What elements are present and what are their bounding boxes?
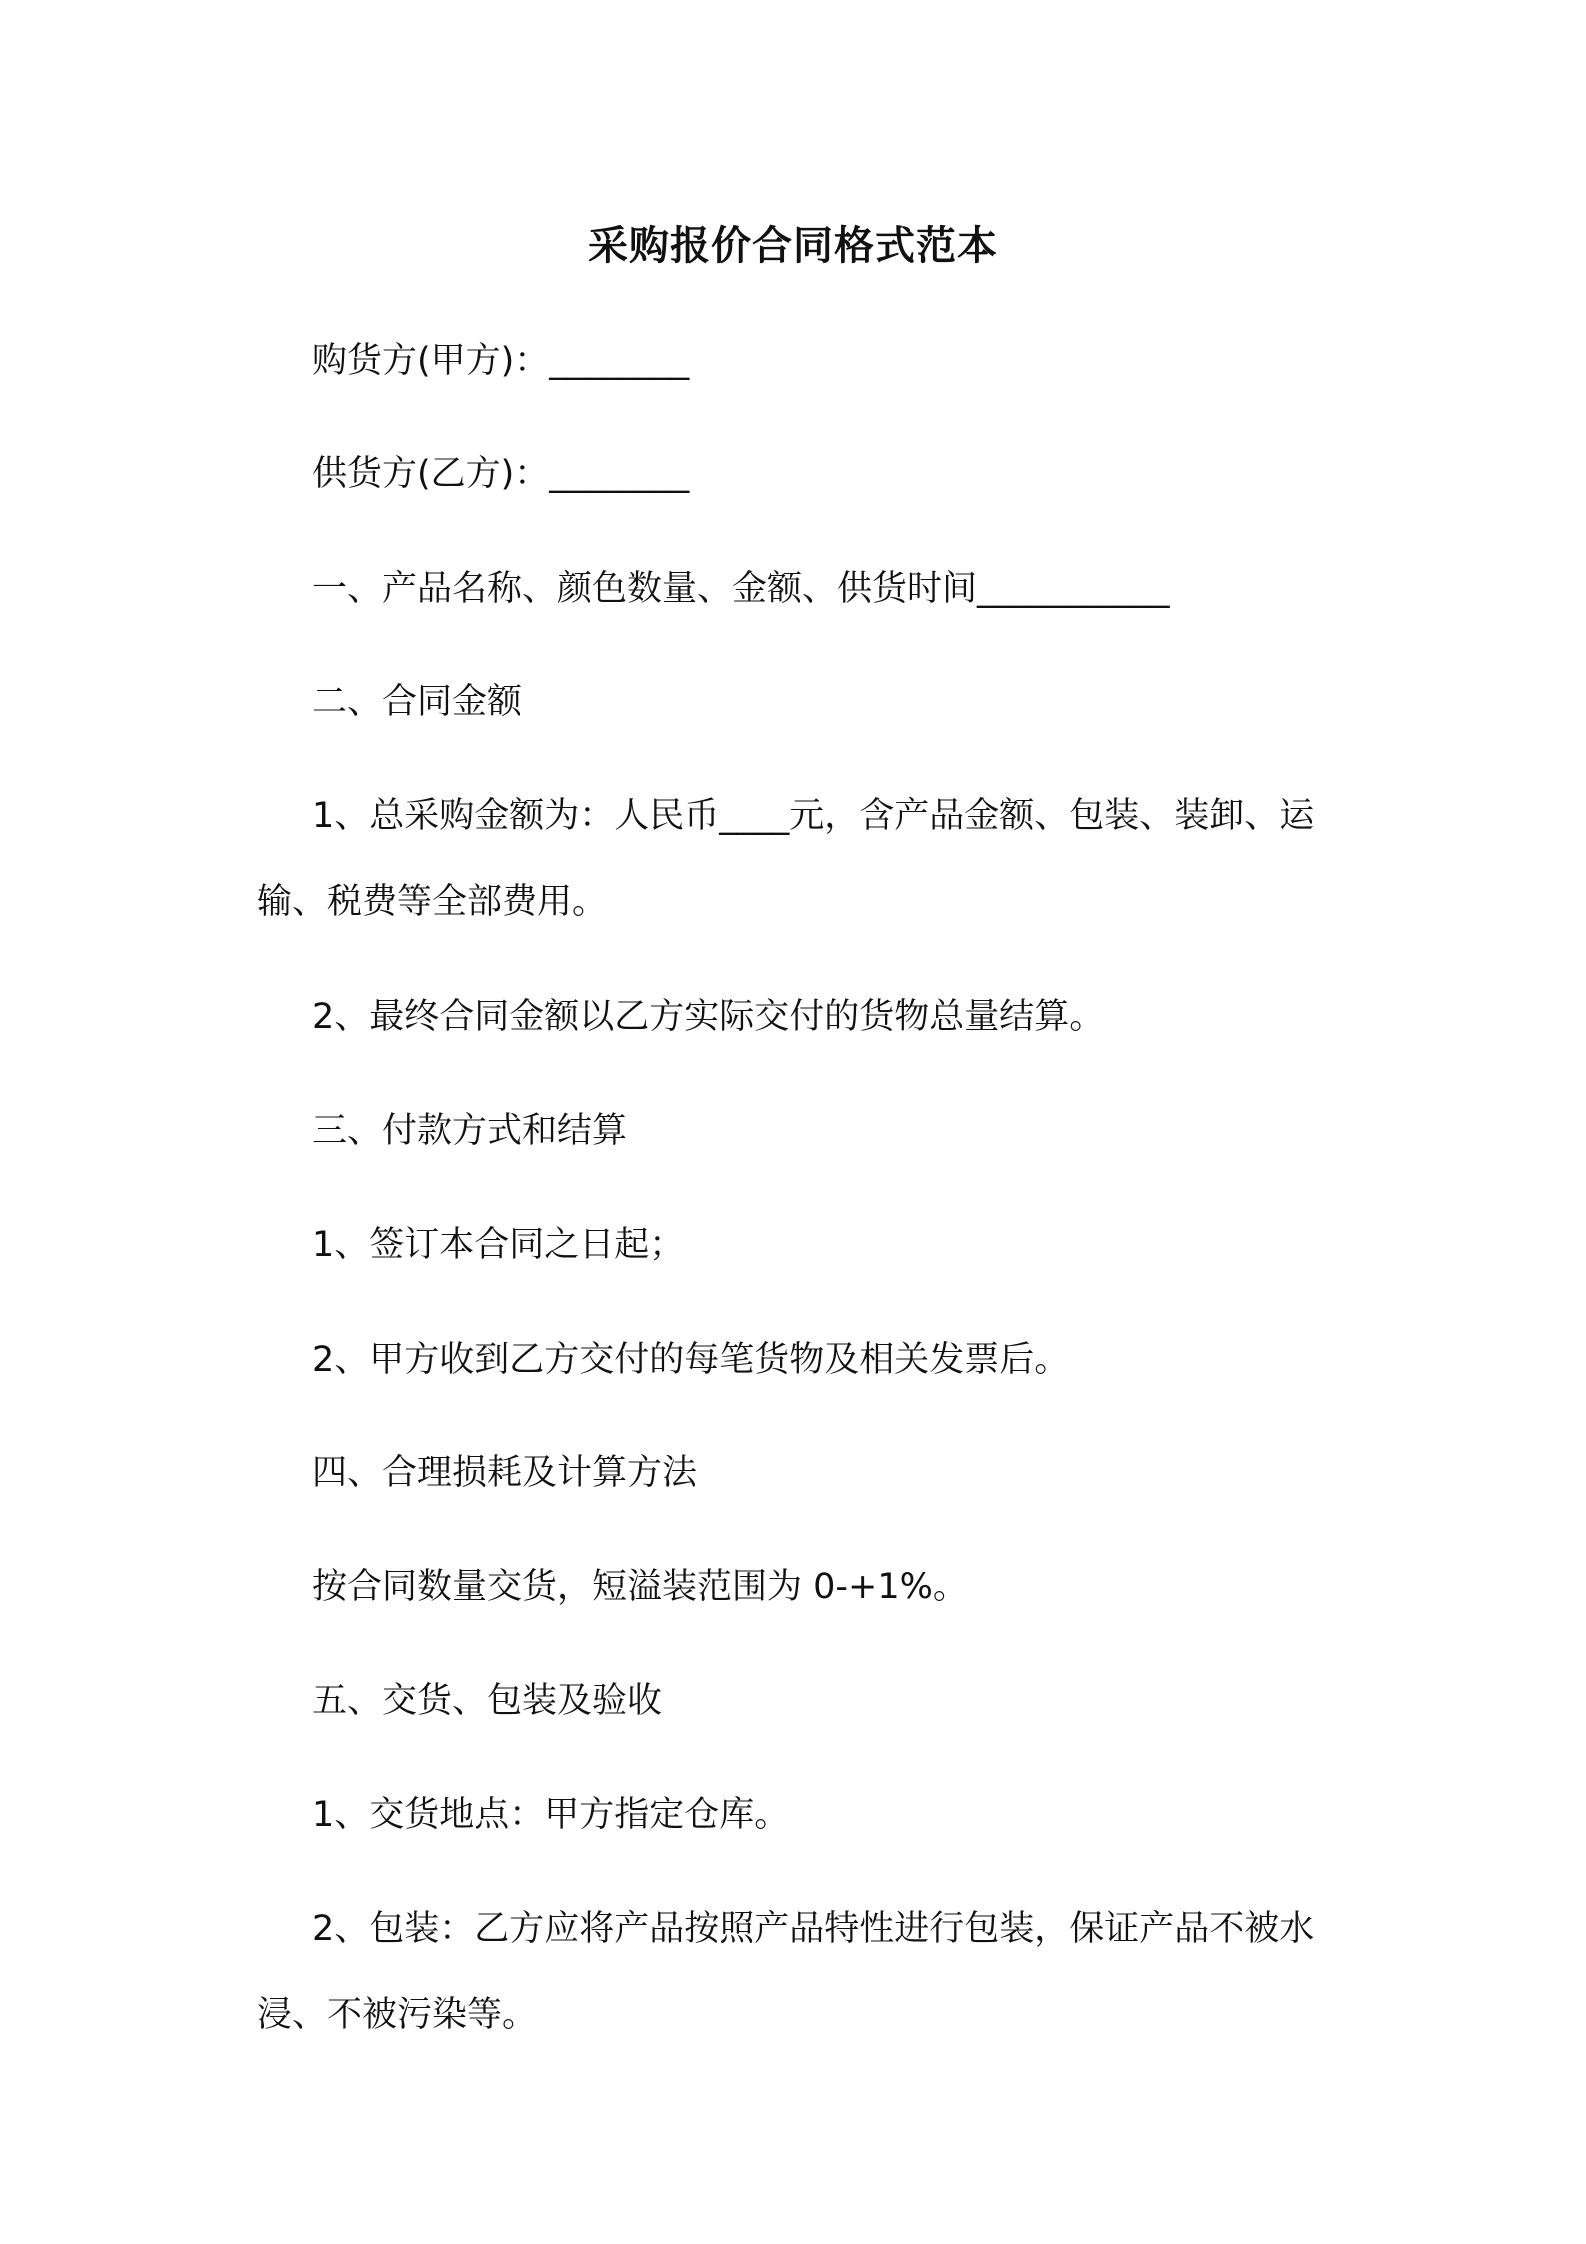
seller-line: 供货方(乙方)：________	[312, 454, 690, 494]
clause-2-2: 2、最终合同金额以乙方实际交付的货物总量结算。	[312, 997, 1105, 1037]
clause-2-1-line-2: 输、税费等全部费用。	[257, 882, 608, 922]
clause-5-2-line-2: 浸、不被污染等。	[257, 1995, 538, 2035]
clause-3-2: 2、甲方收到乙方交付的每笔货物及相关发票后。	[312, 1340, 1070, 1380]
clause-5-2-line-1: 2、包装：乙方应将产品按照产品特性进行包装，保证产品不被水	[312, 1909, 1315, 1949]
clause-2-1-line-1: 1、总采购金额为：人民币____元，含产品金额、包装、装卸、运	[312, 796, 1315, 836]
section-5-heading: 五、交货、包装及验收	[312, 1681, 663, 1721]
clause-4-1: 按合同数量交货，短溢装范围为 0-+1%。	[312, 1567, 968, 1607]
document-title: 采购报价合同格式范本	[588, 223, 998, 269]
buyer-line: 购货方(甲方)：________	[312, 341, 690, 381]
clause-5-1: 1、交货地点：甲方指定仓库。	[312, 1795, 790, 1835]
section-4-heading: 四、合理损耗及计算方法	[312, 1453, 698, 1493]
section-3-heading: 三、付款方式和结算	[312, 1111, 628, 1151]
clause-3-1: 1、签订本合同之日起；	[312, 1225, 685, 1265]
section-1-heading: 一、产品名称、颜色数量、金额、供货时间___________	[312, 569, 1170, 609]
section-2-heading: 二、合同金额	[312, 682, 523, 722]
